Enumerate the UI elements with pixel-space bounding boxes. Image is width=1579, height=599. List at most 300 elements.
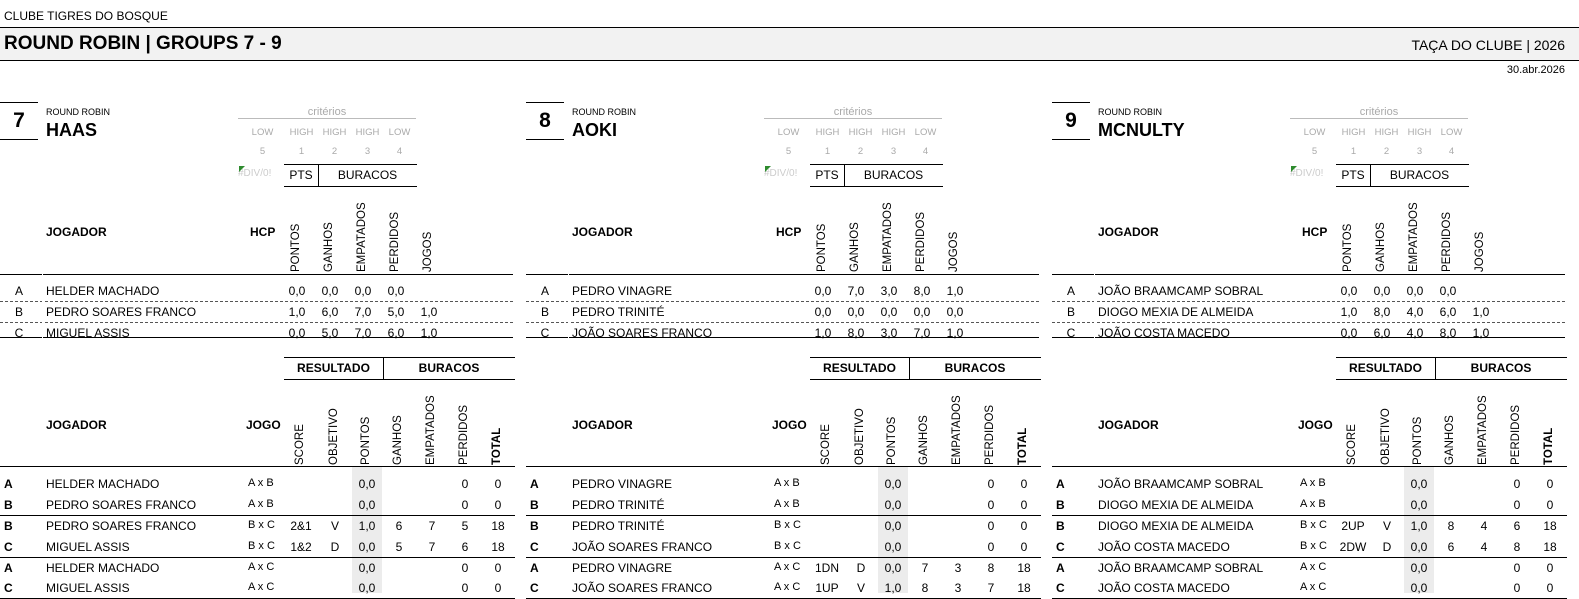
crit-level: LOW <box>251 127 274 138</box>
match-col-header: OBJETIVO <box>854 408 866 465</box>
match-pairing: B x C <box>1300 519 1327 531</box>
player-name: PEDRO VINAGRE <box>572 284 673 298</box>
buracos-match-header: BURACOS <box>1435 357 1567 380</box>
match-total: 0 <box>1546 477 1554 491</box>
standings-col-header: GANHOS <box>849 222 861 272</box>
match-pairing: A x C <box>774 561 801 573</box>
standings-col-header: JOGOS <box>948 231 960 272</box>
standings-jogos: 1,0 <box>946 326 964 340</box>
match-pairing: B x C <box>774 540 801 552</box>
jogador-header: JOGADOR <box>1098 225 1159 239</box>
match-pair-rule <box>1052 557 1567 558</box>
div0-error: #DIV/0! <box>238 168 272 179</box>
player-name: JOÃO COSTA MACEDO <box>1098 326 1230 340</box>
match-perdidos: 8 <box>987 561 995 575</box>
pts-header: PTS <box>810 164 845 187</box>
match-perdidos: 5 <box>461 519 469 533</box>
match-pairing: B x C <box>774 519 801 531</box>
match-perdidos: 0 <box>461 581 469 595</box>
match-pairing: A x C <box>774 581 801 593</box>
match-position: B <box>530 519 539 533</box>
buracos-header: BURACOS <box>318 164 417 187</box>
buracos-match-header: BURACOS <box>909 357 1041 380</box>
standings-header-rule <box>526 274 1039 275</box>
standings-col-header: JOGOS <box>422 231 434 272</box>
player-name: JOÃO BRAAMCAMP SOBRAL <box>1098 284 1264 298</box>
match-player-name: PEDRO SOARES FRANCO <box>46 498 197 512</box>
match-position: C <box>4 581 13 595</box>
row-divider <box>1052 301 1565 302</box>
standings-perdidos: 5,0 <box>387 305 405 319</box>
match-total: 18 <box>1017 561 1031 575</box>
match-pontos: 0,0 <box>358 498 376 512</box>
group-number: 9 <box>1052 102 1090 140</box>
match-position: B <box>1056 498 1065 512</box>
match-total: 0 <box>1546 581 1554 595</box>
standings-empatados: 0,0 <box>1406 284 1424 298</box>
match-perdidos: 0 <box>987 477 995 491</box>
match-pontos: 0,0 <box>358 477 376 491</box>
standings-empatados: 4,0 <box>1406 326 1424 340</box>
group-9 <box>1052 96 1578 596</box>
standings-col-header: PERDIDOS <box>389 211 401 272</box>
match-ganhos: 6 <box>1447 540 1455 554</box>
match-player-name: HELDER MACHADO <box>46 477 160 491</box>
match-total: 0 <box>1020 540 1028 554</box>
match-perdidos: 0 <box>1513 498 1521 512</box>
match-ganhos: 6 <box>395 519 403 533</box>
match-pontos: 0,0 <box>1410 561 1428 575</box>
match-total: 0 <box>1020 498 1028 512</box>
match-player-name: JOÃO SOARES FRANCO <box>572 540 713 554</box>
match-position: B <box>4 498 13 512</box>
buracos-header: BURACOS <box>844 164 943 187</box>
criterios-label: critérios <box>764 106 942 119</box>
group-number: 8 <box>526 102 564 140</box>
match-player-name: PEDRO VINAGRE <box>572 477 673 491</box>
pts-header: PTS <box>1336 164 1371 187</box>
match-col-header: SCORE <box>1346 424 1358 465</box>
player-name: HELDER MACHADO <box>46 284 160 298</box>
crit-number: 4 <box>922 146 929 157</box>
resultado-header: RESULTADO <box>284 357 384 380</box>
match-total: 18 <box>491 540 505 554</box>
match-col-header: GANHOS <box>918 415 930 465</box>
standings-ganhos: 8,0 <box>1373 305 1391 319</box>
match-pairing: B x C <box>248 519 275 531</box>
position-label: C <box>540 326 550 340</box>
match-pontos: 0,0 <box>1410 581 1428 595</box>
match-pontos: 1,0 <box>358 519 376 533</box>
match-player-name: PEDRO TRINITÉ <box>572 519 665 533</box>
criterios-label: critérios <box>1290 106 1468 119</box>
standings-empatados: 0,0 <box>880 305 898 319</box>
standings-pontos: 1,0 <box>1340 305 1358 319</box>
match-pairing: A x C <box>248 581 275 593</box>
standings-perdidos: 7,0 <box>913 326 931 340</box>
match-perdidos: 8 <box>1513 540 1521 554</box>
match-player-name: PEDRO TRINITÉ <box>572 498 665 512</box>
match-player-name: JOÃO COSTA MACEDO <box>1098 540 1230 554</box>
group-name: AOKI <box>572 120 617 140</box>
crit-number: 5 <box>1311 146 1318 157</box>
crit-number: 1 <box>1350 146 1357 157</box>
standings-ganhos: 0,0 <box>847 305 865 319</box>
match-col-header: PERDIDOS <box>458 404 470 465</box>
crit-number: 3 <box>364 146 371 157</box>
match-total: 0 <box>494 498 502 512</box>
match-col-header: GANHOS <box>392 415 404 465</box>
hcp-header: HCP <box>250 225 276 239</box>
match-perdidos: 0 <box>987 498 995 512</box>
match-pontos: 0,0 <box>358 581 376 595</box>
standings-jogos: 0,0 <box>946 305 964 319</box>
match-position: A <box>1056 477 1065 491</box>
position-label: A <box>540 284 549 298</box>
buracos-header: BURACOS <box>1370 164 1469 187</box>
crit-level: LOW <box>777 127 800 138</box>
standings-name-rule <box>568 274 570 338</box>
match-pairing: A x B <box>1300 477 1326 489</box>
match-total: 18 <box>491 519 505 533</box>
match-objetivo: D <box>330 540 340 554</box>
standings-ganhos: 0,0 <box>321 284 339 298</box>
match-empatados: 7 <box>428 519 436 533</box>
crit-level: HIGH <box>355 127 380 138</box>
match-col-header: PONTOS <box>886 416 898 465</box>
standings-jogos: 1,0 <box>420 305 438 319</box>
match-pairing: A x B <box>248 477 274 489</box>
match-position: C <box>4 540 13 554</box>
jogador-match-header: JOGADOR <box>572 418 633 432</box>
jogador-header: JOGADOR <box>46 225 107 239</box>
match-col-header: TOTAL <box>1017 427 1029 465</box>
match-col-header: OBJETIVO <box>1380 408 1392 465</box>
standings-ganhos: 0,0 <box>1373 284 1391 298</box>
match-pair-rule <box>526 515 1041 516</box>
match-perdidos: 0 <box>987 519 995 533</box>
standings-col-header: GANHOS <box>323 222 335 272</box>
crit-level: HIGH <box>1341 127 1366 138</box>
match-total: 0 <box>1020 519 1028 533</box>
match-position: A <box>4 561 13 575</box>
match-pontos: 0,0 <box>1410 540 1428 554</box>
match-position: B <box>4 519 13 533</box>
hcp-header: HCP <box>1302 225 1328 239</box>
match-total: 18 <box>1543 519 1557 533</box>
group-7 <box>0 96 526 596</box>
crit-number: 3 <box>890 146 897 157</box>
match-position: B <box>1056 519 1065 533</box>
match-perdidos: 0 <box>1513 561 1521 575</box>
standings-ganhos: 6,0 <box>321 305 339 319</box>
position-label: C <box>14 326 24 340</box>
position-label: B <box>14 305 23 319</box>
match-perdidos: 0 <box>1513 477 1521 491</box>
standings-pontos: 0,0 <box>814 305 832 319</box>
match-pontos: 0,0 <box>358 561 376 575</box>
standings-bottom-rule <box>526 337 1039 338</box>
match-pair-rule <box>526 557 1041 558</box>
standings-header-rule <box>1052 274 1565 275</box>
group-name: MCNULTY <box>1098 120 1185 140</box>
comment-marker-icon <box>765 166 771 172</box>
crit-number: 1 <box>298 146 305 157</box>
match-col-header: TOTAL <box>491 427 503 465</box>
crit-number: 1 <box>824 146 831 157</box>
standings-pontos: 0,0 <box>814 284 832 298</box>
crit-level: HIGH <box>1407 127 1432 138</box>
crit-number: 5 <box>259 146 266 157</box>
match-position: A <box>530 561 539 575</box>
standings-perdidos: 8,0 <box>1439 326 1457 340</box>
standings-jogos: 1,0 <box>1472 326 1490 340</box>
match-col-header: PERDIDOS <box>1510 404 1522 465</box>
match-position: C <box>530 581 539 595</box>
standings-col-header: EMPATADOS <box>1408 202 1420 272</box>
match-player-name: JOÃO BRAAMCAMP SOBRAL <box>1098 477 1264 491</box>
match-pairing: B x C <box>1300 540 1327 552</box>
standings-empatados: 3,0 <box>880 284 898 298</box>
resultado-header: RESULTADO <box>1336 357 1436 380</box>
group-name: HAAS <box>46 120 98 140</box>
match-header-rule <box>1052 466 1567 467</box>
position-label: A <box>14 284 23 298</box>
standings-col-header: GANHOS <box>1375 222 1387 272</box>
match-pontos: 0,0 <box>1410 477 1428 491</box>
standings-name-rule <box>42 274 44 338</box>
match-pontos: 0,0 <box>884 540 902 554</box>
buracos-match-header: BURACOS <box>383 357 515 380</box>
match-perdidos: 6 <box>1513 519 1521 533</box>
match-objetivo: V <box>856 581 865 595</box>
div0-error: #DIV/0! <box>1290 168 1324 179</box>
match-perdidos: 0 <box>987 540 995 554</box>
crit-level: LOW <box>388 127 411 138</box>
standings-name-rule <box>1094 274 1096 338</box>
hcp-header: HCP <box>776 225 802 239</box>
match-pair-rule <box>0 515 515 516</box>
page-title: ROUND ROBIN | GROUPS 7 - 9 <box>4 33 282 54</box>
position-label: B <box>540 305 549 319</box>
crit-number: 2 <box>1383 146 1390 157</box>
match-perdidos: 6 <box>461 540 469 554</box>
player-name: DIOGO MEXIA DE ALMEIDA <box>1098 305 1254 319</box>
match-ganhos: 7 <box>921 561 929 575</box>
div0-error: #DIV/0! <box>764 168 798 179</box>
match-pair-rule <box>1052 515 1567 516</box>
jogo-header: JOGO <box>772 418 807 432</box>
crit-level: LOW <box>914 127 937 138</box>
row-divider <box>526 322 1039 323</box>
standings-perdidos: 6,0 <box>387 326 405 340</box>
match-position: C <box>530 540 539 554</box>
match-score: 2UP <box>1341 519 1365 533</box>
match-objetivo: V <box>330 519 339 533</box>
match-col-header: EMPATADOS <box>951 395 963 465</box>
standings-pontos: 0,0 <box>288 326 306 340</box>
crit-level: HIGH <box>1374 127 1399 138</box>
row-divider <box>1052 322 1565 323</box>
standings-empatados: 7,0 <box>354 326 372 340</box>
crit-number: 5 <box>785 146 792 157</box>
match-pairing: A x C <box>1300 581 1327 593</box>
crit-level: HIGH <box>322 127 347 138</box>
resultado-header: RESULTADO <box>810 357 910 380</box>
round-robin-label: ROUND ROBIN <box>46 107 111 117</box>
player-name: MIGUEL ASSIS <box>46 326 130 340</box>
match-col-header: GANHOS <box>1444 415 1456 465</box>
match-score: 2&1 <box>290 519 312 533</box>
match-score: 1DN <box>814 561 839 575</box>
cup-label: TAÇA DO CLUBE | 2026 <box>1411 37 1565 53</box>
match-ganhos: 5 <box>395 540 403 554</box>
criterios-label: critérios <box>238 106 416 119</box>
match-col-header: SCORE <box>294 424 306 465</box>
match-ganhos: 8 <box>1447 519 1455 533</box>
crit-number: 4 <box>396 146 403 157</box>
crit-level: HIGH <box>815 127 840 138</box>
match-position: A <box>4 477 13 491</box>
match-col-header: PONTOS <box>360 416 372 465</box>
position-label: A <box>1066 284 1075 298</box>
match-col-header: EMPATADOS <box>425 395 437 465</box>
standings-header-rule <box>0 274 513 275</box>
standings-ganhos: 5,0 <box>321 326 339 340</box>
match-pairing: A x C <box>1300 561 1327 573</box>
match-score: 1&2 <box>290 540 312 554</box>
match-total: 0 <box>494 581 502 595</box>
position-label: C <box>1066 326 1076 340</box>
match-score: 2DW <box>1339 540 1367 554</box>
row-divider <box>0 301 513 302</box>
match-score: 1UP <box>815 581 839 595</box>
standings-empatados: 3,0 <box>880 326 898 340</box>
standings-pontos: 1,0 <box>288 305 306 319</box>
match-perdidos: 0 <box>461 477 469 491</box>
standings-pontos: 0,0 <box>1340 326 1358 340</box>
match-pontos: 0,0 <box>884 498 902 512</box>
match-player-name: JOÃO SOARES FRANCO <box>572 581 713 595</box>
match-total: 18 <box>1017 581 1031 595</box>
match-total: 0 <box>1546 498 1554 512</box>
match-pontos: 0,0 <box>884 519 902 533</box>
date-label: 30.abr.2026 <box>1506 64 1565 76</box>
standings-col-header: PONTOS <box>816 223 828 272</box>
standings-perdidos: 0,0 <box>387 284 405 298</box>
player-name: PEDRO SOARES FRANCO <box>46 305 197 319</box>
match-player-name: PEDRO VINAGRE <box>572 561 673 575</box>
match-header-rule <box>0 466 515 467</box>
crit-number: 2 <box>857 146 864 157</box>
player-name: PEDRO TRINITÉ <box>572 305 665 319</box>
match-perdidos: 0 <box>461 561 469 575</box>
standings-jogos: 1,0 <box>1472 305 1490 319</box>
player-name: JOÃO SOARES FRANCO <box>572 326 713 340</box>
standings-perdidos: 0,0 <box>1439 284 1457 298</box>
standings-col-header: EMPATADOS <box>882 202 894 272</box>
match-objetivo: D <box>856 561 866 575</box>
row-divider <box>0 322 513 323</box>
match-col-header: TOTAL <box>1543 427 1555 465</box>
match-col-header: PONTOS <box>1412 416 1424 465</box>
crit-level: LOW <box>1303 127 1326 138</box>
crit-level: HIGH <box>289 127 314 138</box>
match-pontos: 1,0 <box>1410 519 1428 533</box>
match-empatados: 4 <box>1480 519 1488 533</box>
match-player-name: MIGUEL ASSIS <box>46 581 130 595</box>
match-player-name: PEDRO SOARES FRANCO <box>46 519 197 533</box>
crit-level: HIGH <box>881 127 906 138</box>
match-position: C <box>1056 540 1065 554</box>
match-header-rule <box>526 466 1041 467</box>
standings-perdidos: 0,0 <box>913 305 931 319</box>
match-pontos: 1,0 <box>884 581 902 595</box>
match-perdidos: 0 <box>1513 581 1521 595</box>
standings-pontos: 0,0 <box>288 284 306 298</box>
match-empatados: 7 <box>428 540 436 554</box>
crit-number: 4 <box>1448 146 1455 157</box>
group-number: 7 <box>0 102 38 140</box>
match-pontos: 0,0 <box>884 561 902 575</box>
crit-level: HIGH <box>848 127 873 138</box>
match-player-name: JOÃO BRAAMCAMP SOBRAL <box>1098 561 1264 575</box>
standings-ganhos: 8,0 <box>847 326 865 340</box>
standings-empatados: 0,0 <box>354 284 372 298</box>
match-empatados: 3 <box>954 561 962 575</box>
match-pairing: A x B <box>248 498 274 510</box>
match-perdidos: 7 <box>987 581 995 595</box>
crit-number: 2 <box>331 146 338 157</box>
match-position: C <box>1056 581 1065 595</box>
standings-pontos: 0,0 <box>1340 284 1358 298</box>
jogo-header: JOGO <box>1298 418 1333 432</box>
match-ganhos: 8 <box>921 581 929 595</box>
match-col-header: PERDIDOS <box>984 404 996 465</box>
match-col-header: SCORE <box>820 424 832 465</box>
club-name: CLUBE TIGRES DO BOSQUE <box>4 9 168 23</box>
match-position: A <box>530 477 539 491</box>
jogo-header: JOGO <box>246 418 281 432</box>
match-pairing: B x C <box>248 540 275 552</box>
standings-jogos: 1,0 <box>946 284 964 298</box>
match-objetivo: V <box>1382 519 1391 533</box>
match-objetivo: D <box>1382 540 1392 554</box>
match-position: A <box>1056 561 1065 575</box>
match-pairing: A x B <box>774 477 800 489</box>
crit-level: LOW <box>1440 127 1463 138</box>
standings-empatados: 4,0 <box>1406 305 1424 319</box>
match-total: 0 <box>1020 477 1028 491</box>
standings-col-header: PONTOS <box>1342 223 1354 272</box>
match-empatados: 3 <box>954 581 962 595</box>
match-total: 0 <box>494 561 502 575</box>
round-robin-label: ROUND ROBIN <box>1098 107 1163 117</box>
jogador-header: JOGADOR <box>572 225 633 239</box>
standings-col-header: PERDIDOS <box>1441 211 1453 272</box>
pts-header: PTS <box>284 164 319 187</box>
match-perdidos: 0 <box>461 498 469 512</box>
standings-col-header: PERDIDOS <box>915 211 927 272</box>
match-total: 0 <box>494 477 502 491</box>
standings-col-header: PONTOS <box>290 223 302 272</box>
match-player-name: HELDER MACHADO <box>46 561 160 575</box>
standings-pontos: 1,0 <box>814 326 832 340</box>
match-pairing: A x B <box>774 498 800 510</box>
match-pairing: A x C <box>248 561 275 573</box>
standings-col-header: EMPATADOS <box>356 202 368 272</box>
group-8 <box>526 96 1052 596</box>
